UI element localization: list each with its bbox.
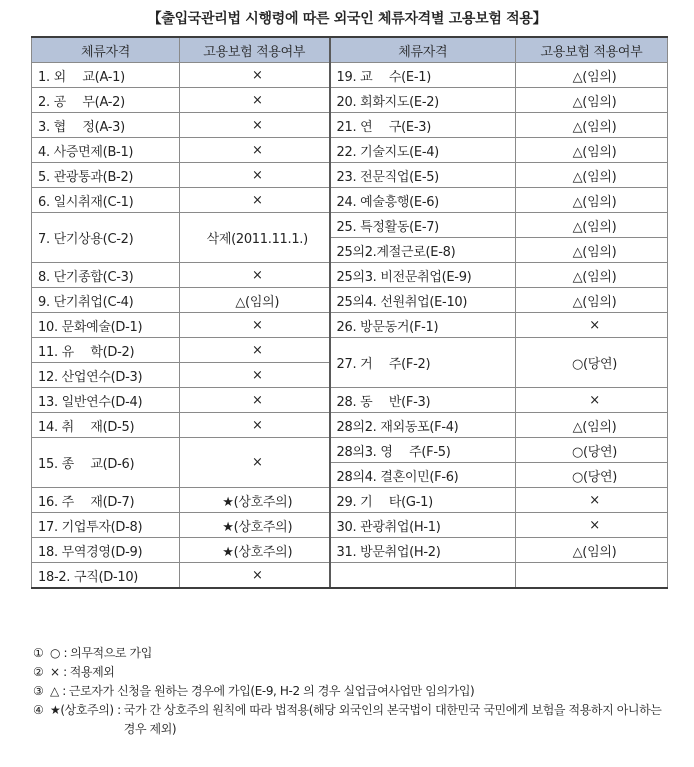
insurance-cell: 삭제(2011.11.1.) [180, 213, 330, 263]
status-cell: 25의2.계절근로(E-8) [330, 238, 516, 263]
insurance-cell: △(임의) [516, 538, 668, 563]
header-insurance-left: 고용보험 적용여부 [180, 37, 330, 63]
insurance-cell: × [180, 113, 330, 138]
status-cell: 22. 기술지도(E-4) [330, 138, 516, 163]
header-row [32, 37, 668, 63]
note-symbol: △ : [50, 684, 66, 698]
status-cell: 16. 주 재(D-7) [32, 488, 180, 513]
insurance-cell: ★(상호주의) [180, 538, 330, 563]
table-row [32, 288, 668, 313]
note-item [33, 701, 673, 739]
insurance-cell: △(임의) [516, 63, 668, 88]
status-cell: 14. 취 재(D-5) [32, 413, 180, 438]
insurance-cell: × [516, 313, 668, 338]
status-cell: 1. 외 교(A-1) [32, 63, 180, 88]
insurance-cell: × [516, 388, 668, 413]
note-text: 적용제외 [69, 665, 115, 679]
insurance-cell: △(임의) [516, 188, 668, 213]
visa-insurance-table [31, 36, 668, 589]
insurance-cell: △(임의) [516, 88, 668, 113]
status-cell: 8. 단기종합(C-3) [32, 263, 180, 288]
insurance-cell: × [180, 63, 330, 88]
insurance-cell: ★(상호주의) [180, 513, 330, 538]
insurance-cell: △(임의) [516, 138, 668, 163]
insurance-cell: × [180, 388, 330, 413]
status-cell: 27. 거 주(F-2) [330, 338, 516, 388]
header-status-left: 체류자격 [32, 37, 180, 63]
insurance-cell: ○(당연) [516, 463, 668, 488]
status-cell: 28의2. 재외동포(F-4) [330, 413, 516, 438]
table-row [32, 88, 668, 113]
note-marker: ① [33, 646, 44, 660]
status-cell: 20. 회화지도(E-2) [330, 88, 516, 113]
table-row [32, 263, 668, 288]
status-cell: 7. 단기상용(C-2) [32, 213, 180, 263]
insurance-cell: × [180, 163, 330, 188]
status-cell: 18-2. 구직(D-10) [32, 563, 180, 589]
legend-notes [33, 644, 673, 739]
insurance-cell: ○(당연) [516, 438, 668, 463]
insurance-cell: △(임의) [180, 288, 330, 313]
insurance-cell: × [180, 88, 330, 113]
insurance-cell: × [180, 413, 330, 438]
table-row [32, 513, 668, 538]
insurance-cell: × [180, 138, 330, 163]
insurance-cell: × [516, 513, 668, 538]
note-marker: ③ [33, 684, 44, 698]
table-row [32, 413, 668, 438]
status-cell: 19. 교 수(E-1) [330, 63, 516, 88]
status-cell: 15. 종 교(D-6) [32, 438, 180, 488]
note-item [33, 644, 673, 663]
insurance-cell: × [180, 263, 330, 288]
insurance-cell: × [180, 363, 330, 388]
note-text: 국가 간 상호주의 원칙에 따라 법적용(해당 외국인의 본국법이 대한민국 국민에게 보험을 적용하지 아니하는 경우 제외) [123, 703, 662, 736]
note-item [33, 682, 673, 701]
empty-cell [330, 563, 516, 589]
status-cell: 9. 단기취업(C-4) [32, 288, 180, 313]
status-cell: 13. 일반연수(D-4) [32, 388, 180, 413]
status-cell: 31. 방문취업(H-2) [330, 538, 516, 563]
status-cell: 30. 관광취업(H-1) [330, 513, 516, 538]
note-text: 의무적으로 가입 [70, 646, 152, 660]
table-row [32, 138, 668, 163]
status-cell: 23. 전문직업(E-5) [330, 163, 516, 188]
table-row [32, 488, 668, 513]
insurance-cell: × [180, 563, 330, 589]
insurance-cell: △(임의) [516, 238, 668, 263]
table-row [32, 213, 668, 238]
empty-cell [516, 563, 668, 589]
status-cell: 11. 유 학(D-2) [32, 338, 180, 363]
insurance-cell: × [180, 438, 330, 488]
status-cell: 12. 산업연수(D-3) [32, 363, 180, 388]
status-cell: 28의3. 영 주(F-5) [330, 438, 516, 463]
table-row [32, 388, 668, 413]
status-cell: 3. 협 정(A-3) [32, 113, 180, 138]
table-row [32, 163, 668, 188]
status-cell: 21. 연 구(E-3) [330, 113, 516, 138]
note-symbol: ○ : [50, 646, 68, 660]
status-cell: 28. 동 반(F-3) [330, 388, 516, 413]
insurance-cell: △(임의) [516, 288, 668, 313]
header-insurance-right: 고용보험 적용여부 [516, 37, 668, 63]
note-item [33, 663, 673, 682]
insurance-cell: × [180, 313, 330, 338]
status-cell: 29. 기 타(G-1) [330, 488, 516, 513]
status-cell: 10. 문화예술(D-1) [32, 313, 180, 338]
insurance-cell: △(임의) [516, 163, 668, 188]
status-cell: 26. 방문동거(F-1) [330, 313, 516, 338]
insurance-cell: × [180, 338, 330, 363]
table-row [32, 188, 668, 213]
note-symbol: × : [50, 665, 67, 679]
table-row [32, 338, 668, 363]
status-cell: 25의4. 선원취업(E-10) [330, 288, 516, 313]
table-row [32, 313, 668, 338]
header-status-right: 체류자격 [330, 37, 516, 63]
status-cell: 6. 일시취재(C-1) [32, 188, 180, 213]
table-row [32, 438, 668, 463]
status-cell: 25의3. 비전문취업(E-9) [330, 263, 516, 288]
table-row [32, 563, 668, 589]
insurance-cell: ★(상호주의) [180, 488, 330, 513]
table-row [32, 113, 668, 138]
insurance-cell: × [516, 488, 668, 513]
status-cell: 28의4. 결혼이민(F-6) [330, 463, 516, 488]
status-cell: 5. 관광통과(B-2) [32, 163, 180, 188]
table-row [32, 63, 668, 88]
insurance-cell: △(임의) [516, 263, 668, 288]
status-cell: 17. 기업투자(D-8) [32, 513, 180, 538]
status-cell: 25. 특정활동(E-7) [330, 213, 516, 238]
insurance-cell: △(임의) [516, 113, 668, 138]
insurance-cell: △(임의) [516, 413, 668, 438]
insurance-cell: ○(당연) [516, 338, 668, 388]
insurance-cell: × [180, 188, 330, 213]
insurance-cell: △(임의) [516, 213, 668, 238]
status-cell: 24. 예술흥행(E-6) [330, 188, 516, 213]
page-title: 【출입국관리법 시행령에 따른 외국인 체류자격별 고용보험 적용】 [147, 11, 547, 27]
note-symbol: ★(상호주의) : [50, 703, 121, 717]
status-cell: 18. 무역경영(D-9) [32, 538, 180, 563]
note-marker: ② [33, 665, 44, 679]
note-marker: ④ [33, 703, 44, 717]
status-cell: 2. 공 무(A-2) [32, 88, 180, 113]
table-row [32, 538, 668, 563]
status-cell: 4. 사증면제(B-1) [32, 138, 180, 163]
note-text: 근로자가 신청을 원하는 경우에 가입(E-9, H-2 의 경우 실업급여사업만 임의가입) [68, 684, 475, 698]
